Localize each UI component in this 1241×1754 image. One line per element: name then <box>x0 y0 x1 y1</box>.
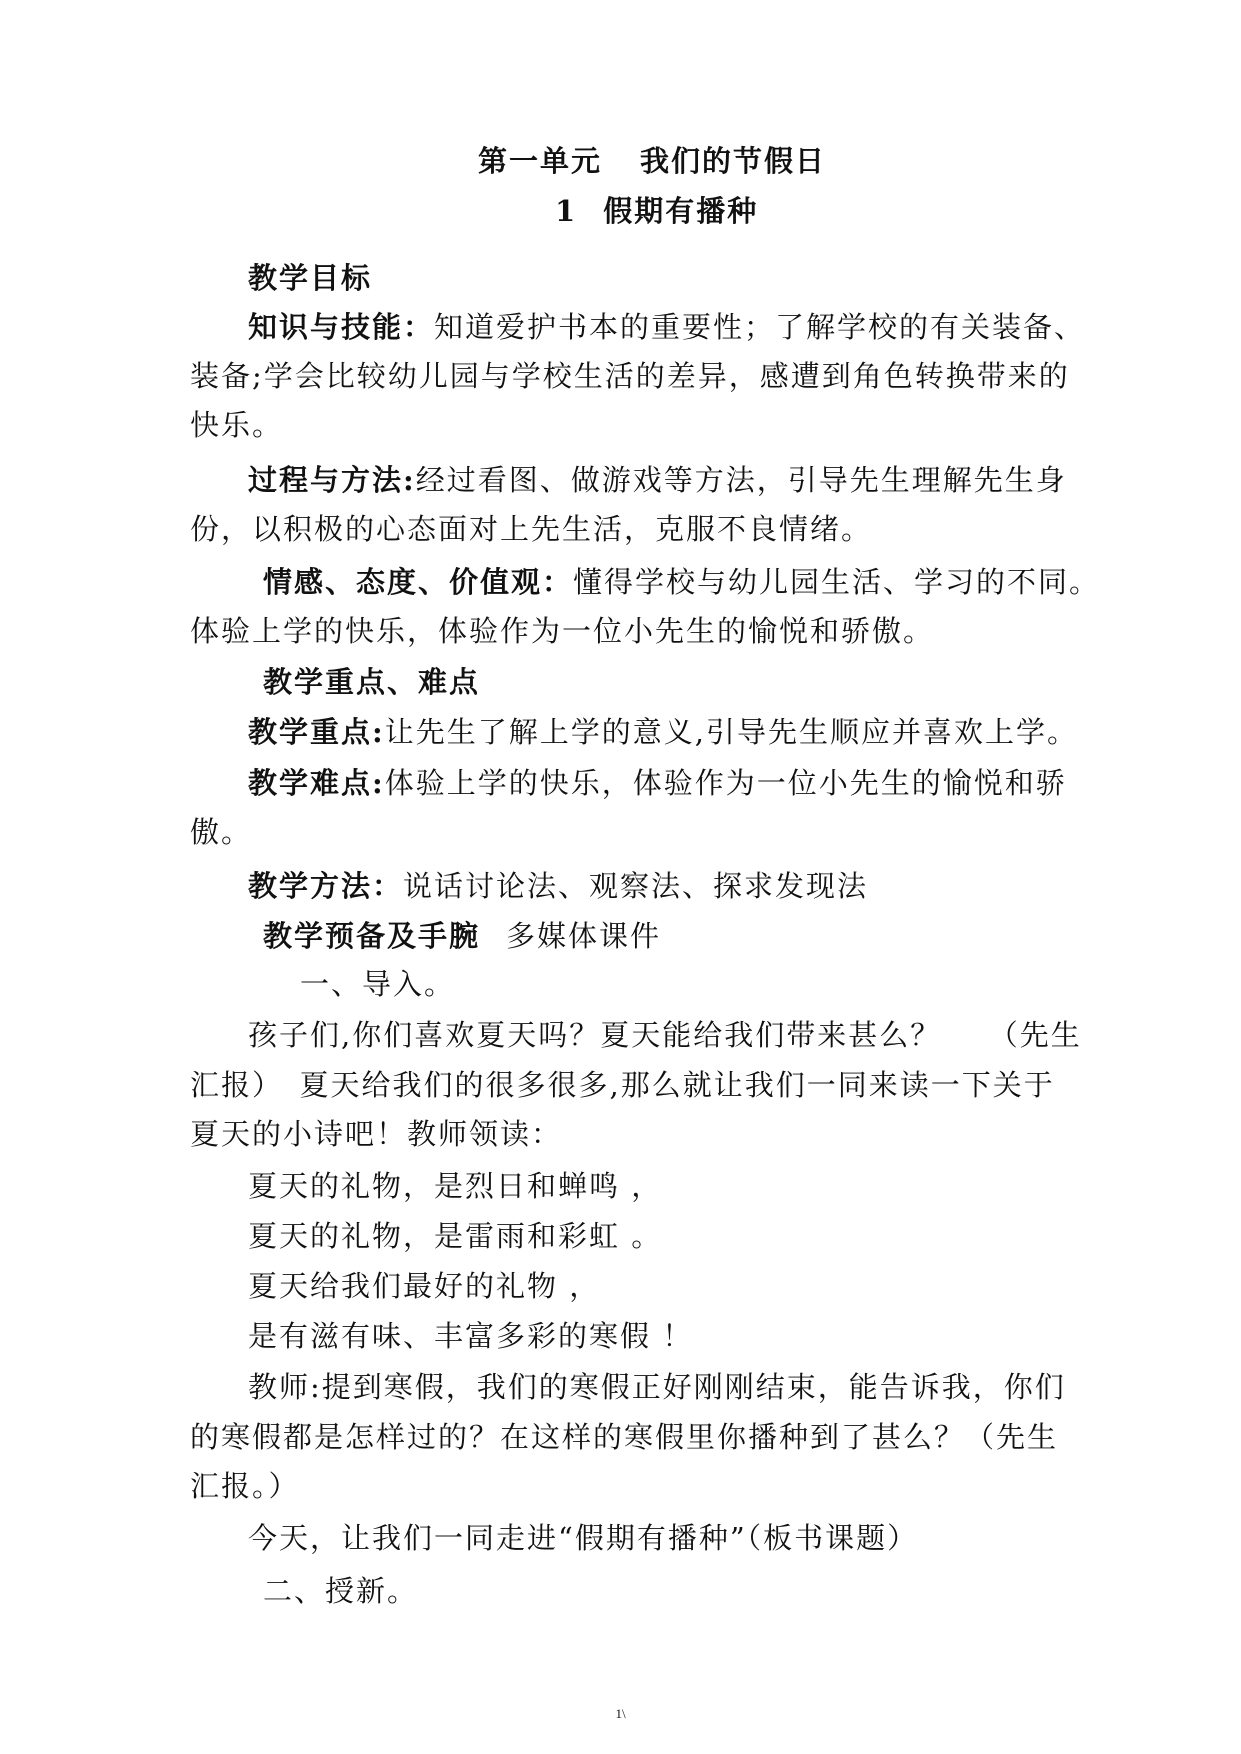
prep-line <box>263 919 662 953</box>
prep-label: 教学预备及手腕 <box>263 919 481 953</box>
emotion-line-2: 体验上学的快乐，体验作为一位小先生的愉悦和骄傲。 <box>190 614 935 648</box>
process-label: 过程与方法: <box>248 463 416 497</box>
knowledge-line-1: 知识与技能：知道爱护书本的重要性；了解学校的有关装备、 <box>248 310 1086 344</box>
teacher-paragraph-line-2: 的寒假都是怎样过的？在这样的寒假里你播种到了甚么？（先生 <box>190 1420 1059 1454</box>
process-line-1: 过程与方法:经过看图、做游戏等方法，引导先生理解先生身 <box>248 463 1067 497</box>
intro-heading: 一、导入。 <box>300 967 456 1001</box>
unit-number: 第一单元 <box>478 144 603 178</box>
unit-title <box>478 144 827 178</box>
prep-text: 多媒体课件 <box>506 919 662 953</box>
method-label: 教学方法： <box>248 869 404 903</box>
today-paragraph: 今天，让我们一同走进“假期有播种”（板书课题） <box>248 1521 919 1555</box>
emotion-label: 情感、态度、价值观： <box>263 565 574 599</box>
lesson-number: 1 <box>555 194 578 228</box>
objectives-heading: 教学目标 <box>248 261 373 295</box>
lesson-name: 假期有播种 <box>603 194 759 228</box>
knowledge-label: 知识与技能： <box>248 310 435 344</box>
process-line-2: 份，以积极的心态面对上先生活，克服不良情绪。 <box>190 512 873 546</box>
method-line: 教学方法：说话讨论法、观察法、探求发现法 <box>248 869 869 903</box>
new-lesson-heading: 二、授新。 <box>263 1574 419 1608</box>
knowledge-line-3: 快乐。 <box>190 408 284 442</box>
poem-line-2: 夏天的礼物，是雷雨和彩虹 。 <box>248 1219 663 1253</box>
teacher-paragraph-line-1: 教师:提到寒假，我们的寒假正好刚刚结束，能告诉我，你们 <box>248 1370 1066 1404</box>
intro-paragraph-line-2: 汇报） 夏天给我们的很多很多,那么就让我们一同来读一下关于 <box>190 1068 1055 1102</box>
key-point-line: 教学重点:让先生了解上学的意义,引导先生顺应并喜欢上学。 <box>248 715 1078 749</box>
lesson-title <box>555 194 759 228</box>
page-number: 1\ <box>615 1706 626 1721</box>
key-point-label: 教学重点: <box>248 715 385 749</box>
intro-paragraph-line-1: 孩子们,你们喜欢夏天吗？夏天能给我们带来甚么？ （先生 <box>248 1018 1082 1052</box>
difficult-line-2: 傲。 <box>190 815 253 849</box>
poem-line-1: 夏天的礼物，是烈日和蝉鸣 ， <box>248 1169 663 1203</box>
teacher-paragraph-line-3: 汇报。） <box>190 1469 300 1503</box>
poem-line-3: 夏天给我们最好的礼物 ， <box>248 1269 601 1303</box>
emotion-line-1: 情感、态度、价值观：懂得学校与幼儿园生活、学习的不同。 <box>263 565 1101 599</box>
difficult-line-1: 教学难点:体验上学的快乐，体验作为一位小先生的愉悦和骄 <box>248 766 1067 800</box>
difficult-label: 教学难点: <box>248 766 385 800</box>
poem-line-4: 是有滋有味、丰富多彩的寒假 ！ <box>248 1319 694 1353</box>
key-heading: 教学重点、难点 <box>263 665 481 699</box>
knowledge-line-2: 装备;学会比较幼儿园与学校生活的差异，感遭到角色转换带来的 <box>190 359 1070 393</box>
unit-name: 我们的节假日 <box>640 144 827 178</box>
intro-paragraph-line-3: 夏天的小诗吧！教师领读： <box>190 1117 563 1151</box>
